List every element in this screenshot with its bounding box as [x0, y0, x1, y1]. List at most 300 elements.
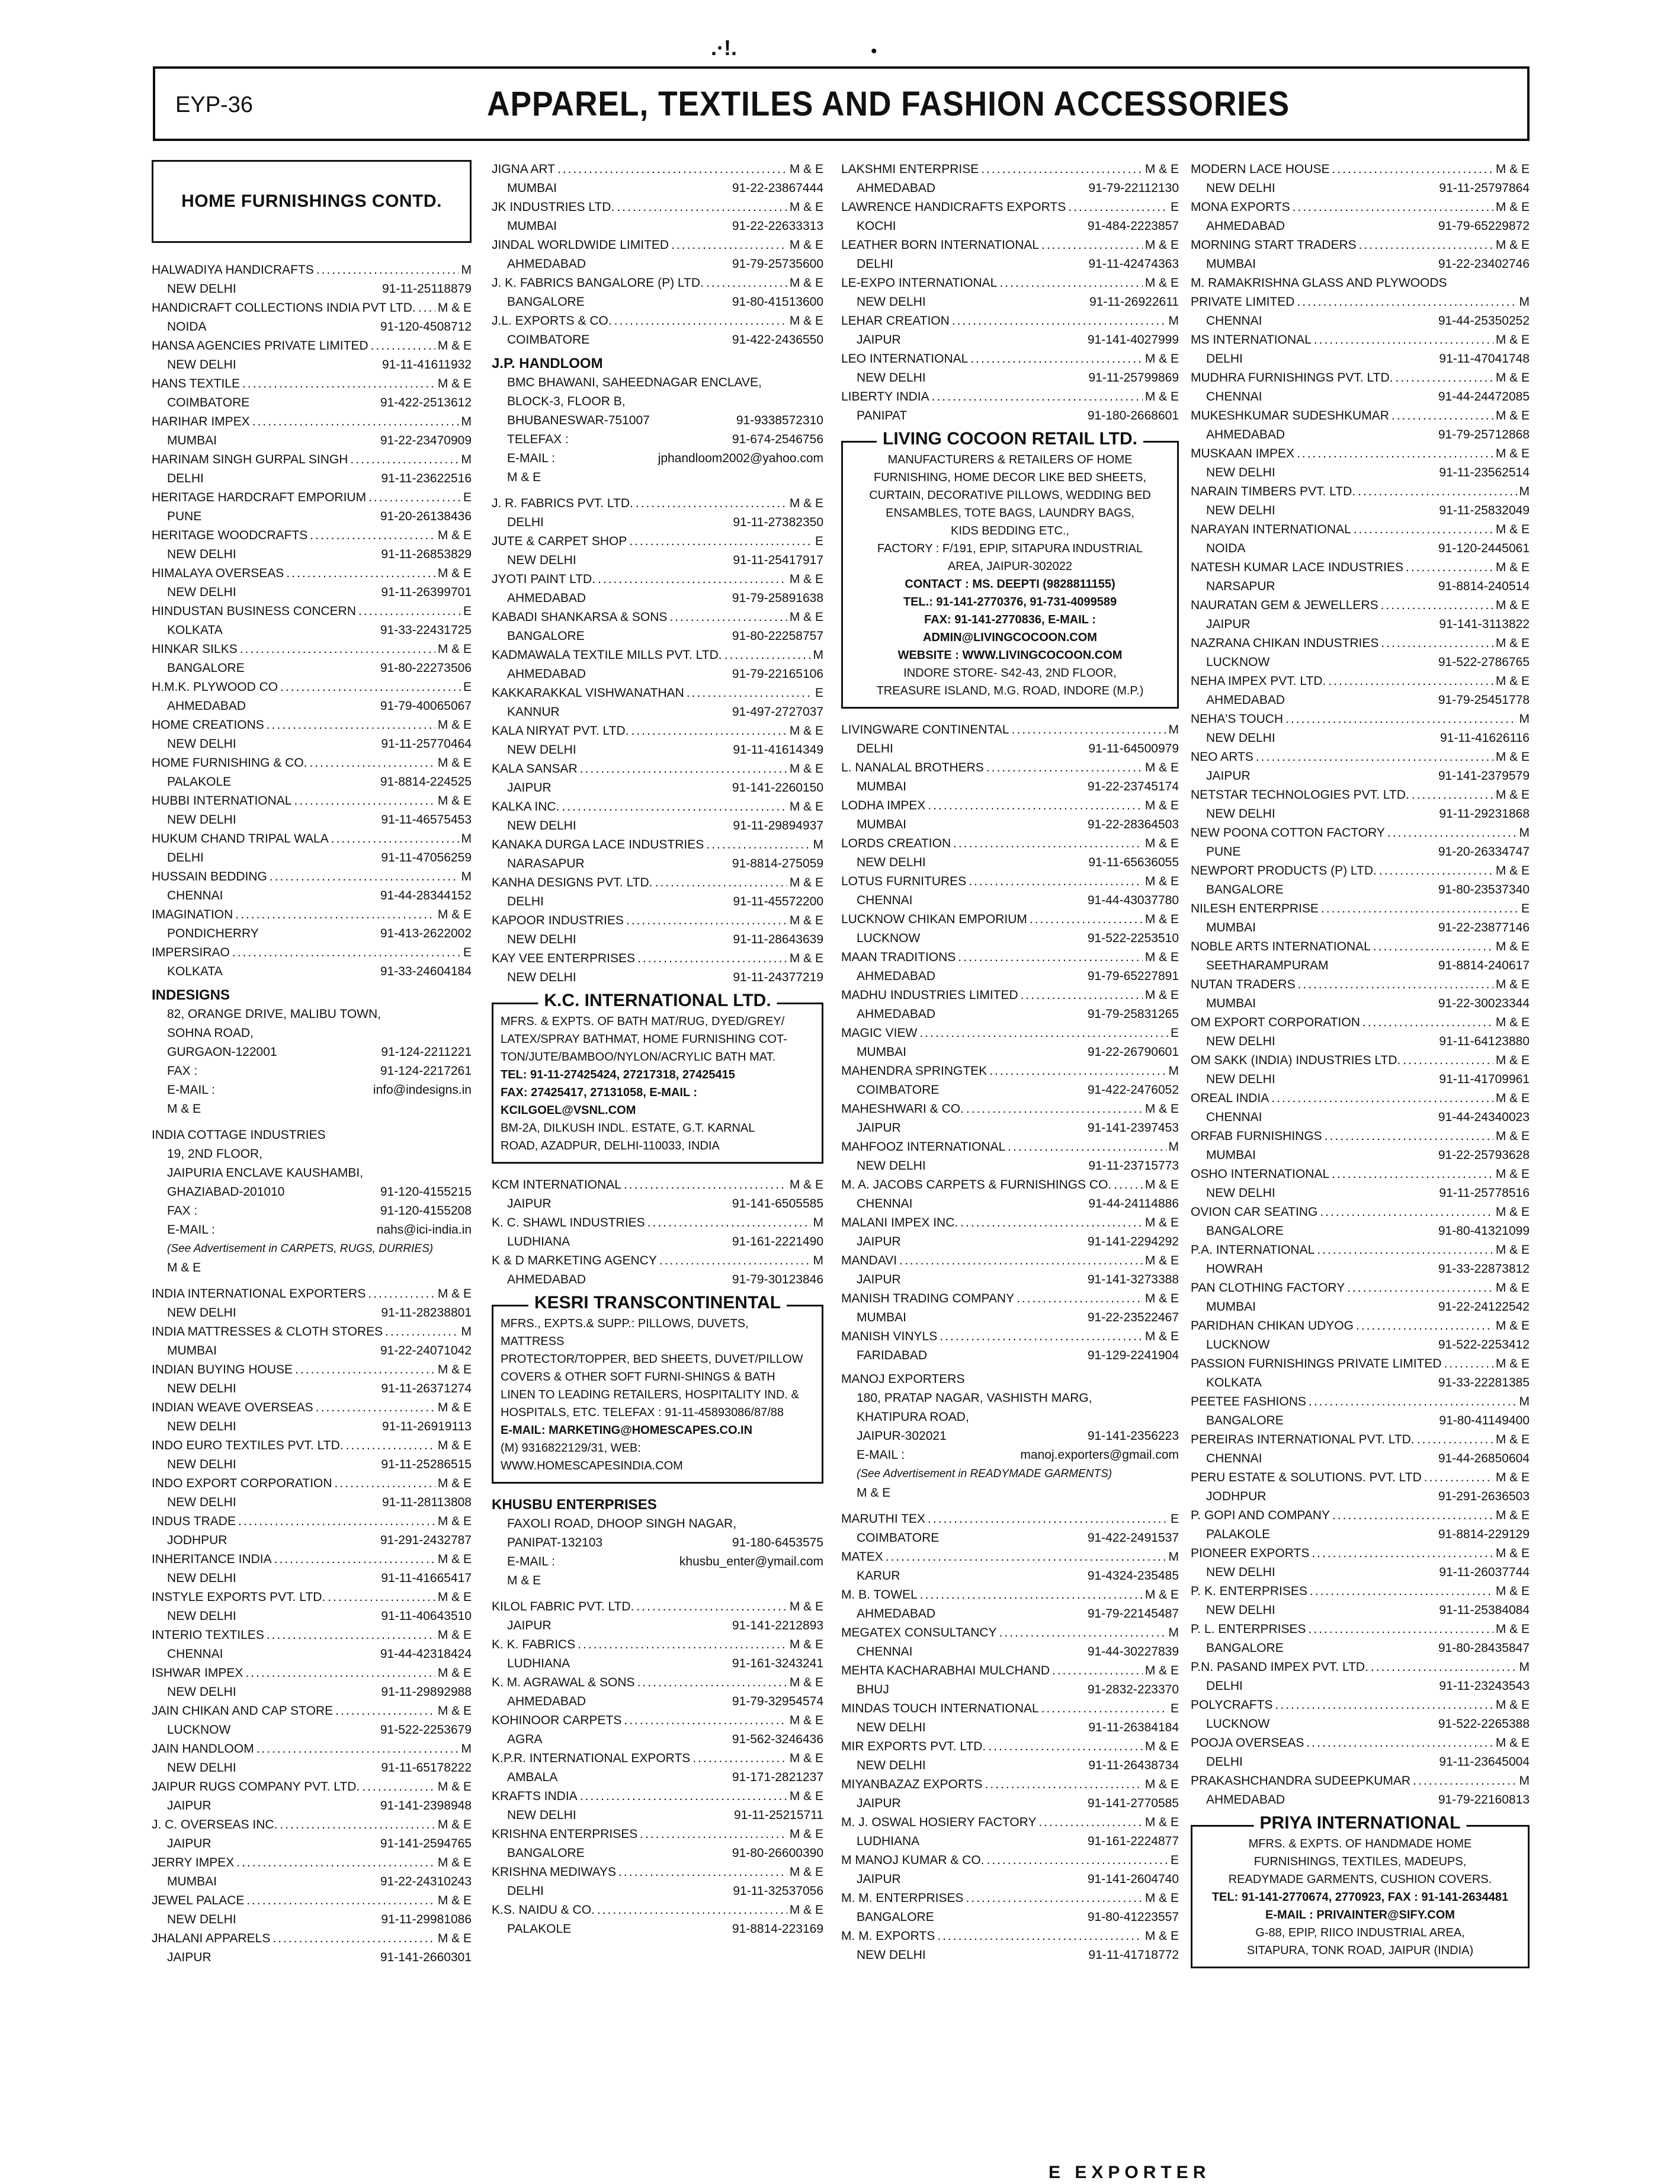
category-code: M & E [1495, 1167, 1530, 1181]
city: LUCKNOW [1206, 1338, 1270, 1352]
category-code: M [1519, 826, 1530, 840]
phone: 91-11-26438734 [1088, 1759, 1179, 1772]
category-code: M & E [789, 1178, 823, 1192]
leader-dots [669, 608, 787, 627]
company-name: P. K. ENTERPRISES [1191, 1584, 1307, 1598]
city-phone-row [152, 924, 472, 943]
category-code: M [1168, 1626, 1179, 1639]
name-code-row [492, 798, 823, 816]
city-phone-row [841, 1308, 1179, 1327]
category-code: M & E [857, 1486, 891, 1500]
category-code: M & E [1144, 162, 1179, 176]
company-name: OVION CAR SEATING [1191, 1205, 1318, 1219]
category-code: M & E [1495, 200, 1530, 214]
phone: 91-20-26334747 [1438, 845, 1530, 859]
listing-entry [492, 911, 823, 949]
category-code: M [461, 453, 472, 466]
company-name: JEWEL PALACE [152, 1894, 245, 1907]
category-code: M [1168, 1140, 1179, 1154]
phone: 91-44-43037780 [1087, 894, 1179, 907]
city-phone-row [1191, 217, 1530, 236]
listing-group [841, 1510, 1179, 1965]
phone: 91-80-41321099 [1438, 1224, 1530, 1238]
company-name: J. C. OVERSEAS INC. [152, 1818, 278, 1831]
city: MUMBAI [857, 818, 906, 831]
city: PUNE [167, 510, 202, 523]
listing-entry [841, 1775, 1179, 1813]
phone: 91-44-24472085 [1438, 390, 1530, 404]
leader-dots [257, 1740, 459, 1759]
listing-entry [1191, 198, 1530, 236]
listing-entry [1191, 160, 1530, 198]
listing-entry [841, 872, 1179, 910]
name-code-row [152, 716, 472, 735]
company-name: K.S. NAIDU & CO. [492, 1903, 595, 1917]
category-code: M & E [1144, 837, 1179, 850]
email: manoj.exporters@gmail.com [1020, 1448, 1179, 1462]
company-name: NEW POONA COTTON FACTORY [1191, 826, 1385, 840]
category-code: M & E [167, 1261, 201, 1274]
company-name: P. GOPI AND COMPANY [1191, 1509, 1330, 1522]
city: MUMBAI [167, 434, 217, 447]
city-phone-row [492, 1806, 823, 1825]
name-code-row [1191, 444, 1530, 463]
listing-entry [152, 1664, 472, 1702]
leader-dots [952, 312, 1166, 331]
city-phone-row [152, 545, 472, 564]
name-code-row [152, 1474, 472, 1493]
listing-entry [1191, 1544, 1530, 1582]
company-name: NOBLE ARTS INTERNATIONAL [1191, 940, 1371, 953]
category-code: M & E [789, 610, 823, 624]
phone: 91-11-41665417 [381, 1571, 472, 1585]
name-code-row [492, 911, 823, 930]
city-phone-row [1191, 1108, 1530, 1127]
leader-dots [267, 716, 435, 735]
city-phone-row [492, 892, 823, 911]
city-phone-row [152, 1043, 472, 1062]
category-code: M & E [437, 1363, 472, 1376]
city-phone-row [1191, 312, 1530, 331]
city-phone-row [841, 406, 1179, 425]
listing-group [492, 1597, 823, 1939]
company-name: MS INTERNATIONAL [1191, 333, 1312, 347]
city: DELHI [167, 472, 204, 485]
company-name: IMPERSIRAO [152, 946, 230, 959]
leader-dots [1030, 910, 1143, 929]
listing-entry [152, 1398, 472, 1436]
phone: 91-22-24071042 [380, 1344, 472, 1357]
name-code-row [492, 532, 823, 551]
city-phone-row [492, 1195, 823, 1213]
leader-dots [920, 1586, 1143, 1605]
company-name: MUDHRA FURNISHINGS PVT. LTD. [1191, 371, 1393, 385]
city: AHMEDABAD [507, 1695, 586, 1708]
leader-dots [1038, 1813, 1142, 1832]
company-name: INHERITANCE INDIA [152, 1552, 272, 1566]
name-code-row [1191, 1506, 1530, 1525]
name-code-row [1191, 1165, 1530, 1184]
city: CHENNAI [1206, 314, 1262, 328]
city-phone-row [1191, 350, 1530, 369]
city-phone-row [492, 1616, 823, 1635]
city-phone-row [1191, 1298, 1530, 1317]
phone: 91-11-25118879 [381, 282, 472, 296]
leader-dots [640, 1825, 787, 1844]
advertisement-line: FACTORY : F/191, EPIP, SITAPURA INDUSTRIAL [877, 542, 1143, 555]
leader-dots [1395, 369, 1493, 388]
listing-entry [152, 830, 472, 867]
leader-dots [928, 1510, 1168, 1529]
company-name: KRISHNA MEDIWAYS [492, 1865, 617, 1879]
category-code: M [461, 1325, 472, 1338]
phone: 91-422-2436550 [732, 333, 823, 347]
listing-entry [841, 350, 1179, 388]
company-name: OSHO INTERNATIONAL [1191, 1167, 1330, 1181]
city-phone-row [492, 816, 823, 835]
name-code-row [1191, 786, 1530, 805]
address-line: SOHNA ROAD, [167, 1026, 254, 1040]
phone: 91-161-2224877 [1087, 1834, 1179, 1848]
phone: 91-522-2253412 [1438, 1338, 1530, 1352]
name-code-row [841, 910, 1179, 929]
listing-entry [1191, 596, 1530, 634]
city-phone-row [841, 1756, 1179, 1775]
leader-dots [1293, 198, 1493, 217]
city-phone-row [1191, 577, 1530, 596]
city: DELHI [1206, 1755, 1243, 1769]
advertisement-line: FURNISHING, HOME DECOR LIKE BED SHEETS, [873, 471, 1147, 484]
leader-dots [655, 873, 787, 892]
leader-dots [618, 1863, 787, 1882]
category-code: M & E [1495, 940, 1530, 953]
city: KANNUR [507, 705, 560, 719]
listing-entry [841, 1251, 1179, 1289]
listing-entry [1191, 1392, 1530, 1430]
leader-dots [631, 722, 787, 741]
name-code-row [1191, 369, 1530, 388]
category-code: M & E [507, 470, 541, 484]
company-name: HANS TEXTILE [152, 377, 240, 390]
city: NEW DELHI [857, 1159, 926, 1173]
phone: 91-11-23562514 [1439, 466, 1530, 479]
category-code: M & E [437, 908, 472, 921]
phone: 91-22-23877146 [1438, 921, 1530, 934]
category-code: M & E [1495, 750, 1530, 764]
name-code-row [1191, 1089, 1530, 1108]
listing-entry [1191, 824, 1530, 862]
category-code: M & E [1144, 761, 1179, 774]
city: NEW DELHI [1206, 1072, 1275, 1086]
name-code-row [841, 1213, 1179, 1232]
advertisement-line: READYMADE GARMENTS, CUSHION COVERS. [1228, 1873, 1492, 1886]
email: khusbu_enter@ymail.com [679, 1555, 823, 1568]
phone: 91-2832-223370 [1087, 1683, 1179, 1696]
city: AHMEDABAD [507, 1273, 586, 1286]
category-code: M & E [1495, 1509, 1530, 1522]
city: JAIPUR [1206, 617, 1251, 631]
listing-entry [1191, 975, 1530, 1013]
page-title: APPAREL, TEXTILES AND FASHION ACCESSORIES [487, 85, 1290, 123]
listing-entry [1191, 482, 1530, 520]
leader-dots [280, 678, 461, 697]
phone: 91-11-32537056 [733, 1884, 823, 1898]
phone: 91-80-26600390 [732, 1846, 823, 1860]
category-code: M & E [789, 1600, 823, 1613]
city-phone-row [1191, 1563, 1530, 1582]
city: NEW DELHI [167, 282, 236, 296]
company-name: NATESH KUMAR LACE INDUSTRIES [1191, 561, 1403, 574]
leader-dots [932, 388, 1143, 406]
name-code-row [1191, 482, 1530, 501]
listing-entry [841, 198, 1179, 236]
category-code: E [463, 491, 472, 504]
phone: 91-79-22165106 [732, 667, 823, 681]
name-code-row [152, 1702, 472, 1721]
city-phone-row [492, 779, 823, 798]
category-code: M & E [1495, 1471, 1530, 1484]
category-code: M [1168, 1064, 1179, 1078]
city: JAIPUR [857, 1796, 901, 1810]
city-phone-row [492, 1654, 823, 1673]
category-code: M & E [1495, 598, 1530, 612]
listing-entry [841, 1889, 1179, 1927]
leader-dots [335, 1474, 435, 1493]
category-code: E [1170, 1702, 1179, 1715]
company-name: INDO EXPORT CORPORATION [152, 1477, 332, 1490]
category-code: M [1519, 295, 1530, 309]
city: BANGALORE [507, 295, 585, 309]
detail-company-name: KHUSBU ENTERPRISES [492, 1497, 657, 1513]
phone: 91-11-47041748 [1439, 352, 1530, 366]
listing-entry [1191, 1317, 1530, 1354]
category-code: M & E [789, 314, 823, 328]
leader-dots [687, 684, 813, 703]
company-name: MINDAS TOUCH INTERNATIONAL [841, 1702, 1039, 1715]
fax-row [152, 1062, 472, 1081]
city: NEW DELHI [167, 1382, 236, 1395]
category-code: M [813, 1216, 823, 1229]
city-phone-row [152, 773, 472, 792]
phone: 91-11-45572200 [733, 895, 823, 908]
leader-dots [614, 312, 787, 331]
name-code-row [1191, 1658, 1530, 1677]
city-phone-row [492, 1232, 823, 1251]
city: BANGALORE [507, 1846, 585, 1860]
leader-dots [597, 1901, 787, 1920]
category-code: M & E [437, 1477, 472, 1490]
category-code: M & E [1495, 674, 1530, 688]
city-phone-row [841, 1157, 1179, 1176]
company-name: PRIVATE LIMITED [1191, 295, 1295, 309]
phone: 91-33-22281385 [1438, 1376, 1530, 1389]
company-name: PERU ESTATE & SOLUTIONS. PVT. LTD [1191, 1471, 1422, 1484]
company-name: INDIA MATTRESSES & CLOTH STORES [152, 1325, 383, 1338]
leader-dots [985, 1775, 1142, 1794]
name-code-row [492, 1597, 823, 1616]
phone: 91-522-2253679 [380, 1723, 472, 1737]
listing-entry [1191, 748, 1530, 786]
city: NEW DELHI [167, 358, 236, 372]
listing-entry [841, 388, 1179, 425]
city-phone-row [492, 1533, 823, 1552]
city-phone-row [841, 293, 1179, 312]
leader-dots [1298, 975, 1493, 994]
city-phone-row [152, 280, 472, 299]
city: MUMBAI [1206, 1148, 1256, 1162]
city: JAIPUR [167, 1837, 211, 1850]
company-name: HUBBI INTERNATIONAL [152, 794, 292, 808]
company-name: MALANI IMPEX INC. [841, 1216, 958, 1229]
city: COIMBATORE [857, 1531, 940, 1545]
city-phone-row [1191, 767, 1530, 786]
advertisement-line: TON/JUTE/BAMBOO/NYLON/ACRYLIC BATH MAT. [501, 1051, 776, 1064]
company-name: JK INDUSTRIES LTD. [492, 200, 615, 214]
city: AHMEDABAD [1206, 1793, 1285, 1807]
city: NEW DELHI [857, 295, 926, 309]
phone: 91-141-4027999 [1087, 333, 1179, 347]
phone: 91-11-25832049 [1439, 504, 1530, 517]
category-code: M & E [437, 377, 472, 390]
leader-dots [1328, 672, 1493, 691]
name-code-row [841, 1775, 1179, 1794]
advertisement-line: TEL: 91-141-2770674, 2770923, FAX : 91-141-2634481 [1211, 1891, 1509, 1904]
company-name: KALA NIRYAT PVT. LTD. [492, 724, 629, 738]
city-phone-row [152, 1417, 472, 1436]
leader-dots [1387, 824, 1517, 843]
name-code-row [492, 312, 823, 331]
leader-dots [310, 754, 435, 773]
phone: 91-80-41223557 [1087, 1910, 1179, 1924]
leader-dots [362, 1778, 435, 1796]
leader-dots [617, 198, 787, 217]
leader-dots [940, 1327, 1143, 1346]
category-code: M & E [789, 762, 823, 776]
company-name: HINDUSTAN BUSINESS CONCERN [152, 604, 356, 618]
city: AHMEDABAD [507, 257, 586, 271]
city: NOIDA [1206, 542, 1246, 555]
advertisement-title: LIVING COCOON RETAIL LTD. [877, 430, 1143, 449]
company-name: MAAN TRADITIONS [841, 950, 956, 964]
city: AHMEDABAD [1206, 428, 1285, 441]
city: HOWRAH [1206, 1262, 1263, 1276]
phone: 91-522-2253510 [1087, 931, 1179, 945]
leader-dots [724, 646, 811, 665]
name-code-row [1191, 1582, 1530, 1601]
city-phone-row [152, 1455, 472, 1474]
city-phone-row [841, 1946, 1179, 1965]
leader-dots [598, 570, 787, 589]
listing-entry [841, 1100, 1179, 1138]
city: CHENNAI [1206, 1110, 1262, 1124]
city-phone-row [1191, 880, 1530, 899]
category-code: M & E [1144, 1330, 1179, 1343]
city: NEW DELHI [167, 737, 236, 751]
category-code: M & E [437, 1439, 472, 1452]
detail-company-name: J.P. HANDLOOM [492, 356, 603, 372]
leader-dots [272, 1929, 435, 1948]
phone: 91-141-3273388 [1087, 1273, 1179, 1286]
city-phone-row [841, 1195, 1179, 1213]
company-name: HOME CREATIONS [152, 718, 264, 732]
city-phone-row [841, 1005, 1179, 1024]
leader-dots [1332, 160, 1493, 179]
city: DELHI [857, 257, 893, 271]
listing-group [492, 1176, 823, 1289]
name-code-row [492, 1213, 823, 1232]
listing-entry [152, 1322, 472, 1360]
city: NEW DELHI [167, 1761, 236, 1775]
city-phone-row [492, 968, 823, 987]
city: BANGALORE [857, 1910, 934, 1924]
phone: 91-141-2379579 [1438, 769, 1530, 783]
city-phone-row [492, 255, 823, 274]
city: AHMEDABAD [1206, 693, 1285, 707]
city: AHMEDABAD [857, 969, 936, 983]
listing-group [152, 261, 472, 981]
phone: 91-180-2668601 [1087, 409, 1179, 422]
city-phone-row [492, 665, 823, 684]
city-pin: JAIPUR-302021 [857, 1429, 947, 1443]
phone: 91-11-25770464 [381, 737, 472, 751]
listing-entry [152, 1702, 472, 1740]
name-code-row [1191, 862, 1530, 880]
company-name: JUTE & CARPET SHOP [492, 534, 627, 548]
city-phone-row [841, 967, 1179, 986]
name-code-row [152, 1815, 472, 1834]
phone: 91-22-23522467 [1087, 1311, 1179, 1324]
city: AHMEDABAD [857, 1007, 936, 1021]
name-code-row [152, 450, 472, 469]
city: LUCKNOW [167, 1723, 231, 1737]
name-code-row [152, 1550, 472, 1569]
phone: 91-522-2786765 [1438, 655, 1530, 669]
city: NEW DELHI [167, 1458, 236, 1471]
company-name: MAGIC VIEW [841, 1026, 918, 1040]
phone: 91-79-25891638 [732, 591, 823, 605]
leader-dots [557, 160, 787, 179]
category-code: M & E [1495, 1053, 1530, 1067]
listing-entry [1191, 937, 1530, 975]
city: PONDICHERRY [167, 927, 259, 940]
listing-entry [1191, 1279, 1530, 1317]
listing-entry [152, 1891, 472, 1929]
leader-dots [970, 350, 1142, 369]
city-phone-row [841, 1427, 1179, 1446]
listing-entry [492, 1673, 823, 1711]
phone: 91-422-2476052 [1087, 1083, 1179, 1097]
city-phone-row [152, 1796, 472, 1815]
city-phone-row [152, 1341, 472, 1360]
leader-dots [626, 911, 787, 930]
category-code: M & E [437, 1856, 472, 1869]
phone: 91-11-47056259 [381, 851, 472, 864]
company-name: KAPOOR INDUSTRIES [492, 914, 624, 927]
category-code: M & E [1495, 523, 1530, 536]
listing-entry [152, 1550, 472, 1588]
listing-entry [492, 1901, 823, 1939]
city: LUCKNOW [1206, 1717, 1270, 1731]
leader-dots [267, 1626, 435, 1645]
phone: 91-22-23867444 [732, 181, 823, 195]
category-code: M & E [437, 1552, 472, 1566]
category-code: M & E [1144, 912, 1179, 926]
company-name: HANSA AGENCIES PRIVATE LIMITED [152, 339, 368, 353]
name-code-row [492, 608, 823, 627]
listing-entry [1191, 1582, 1530, 1620]
category-code: M [461, 263, 472, 277]
category-code: M & E [1144, 276, 1179, 290]
